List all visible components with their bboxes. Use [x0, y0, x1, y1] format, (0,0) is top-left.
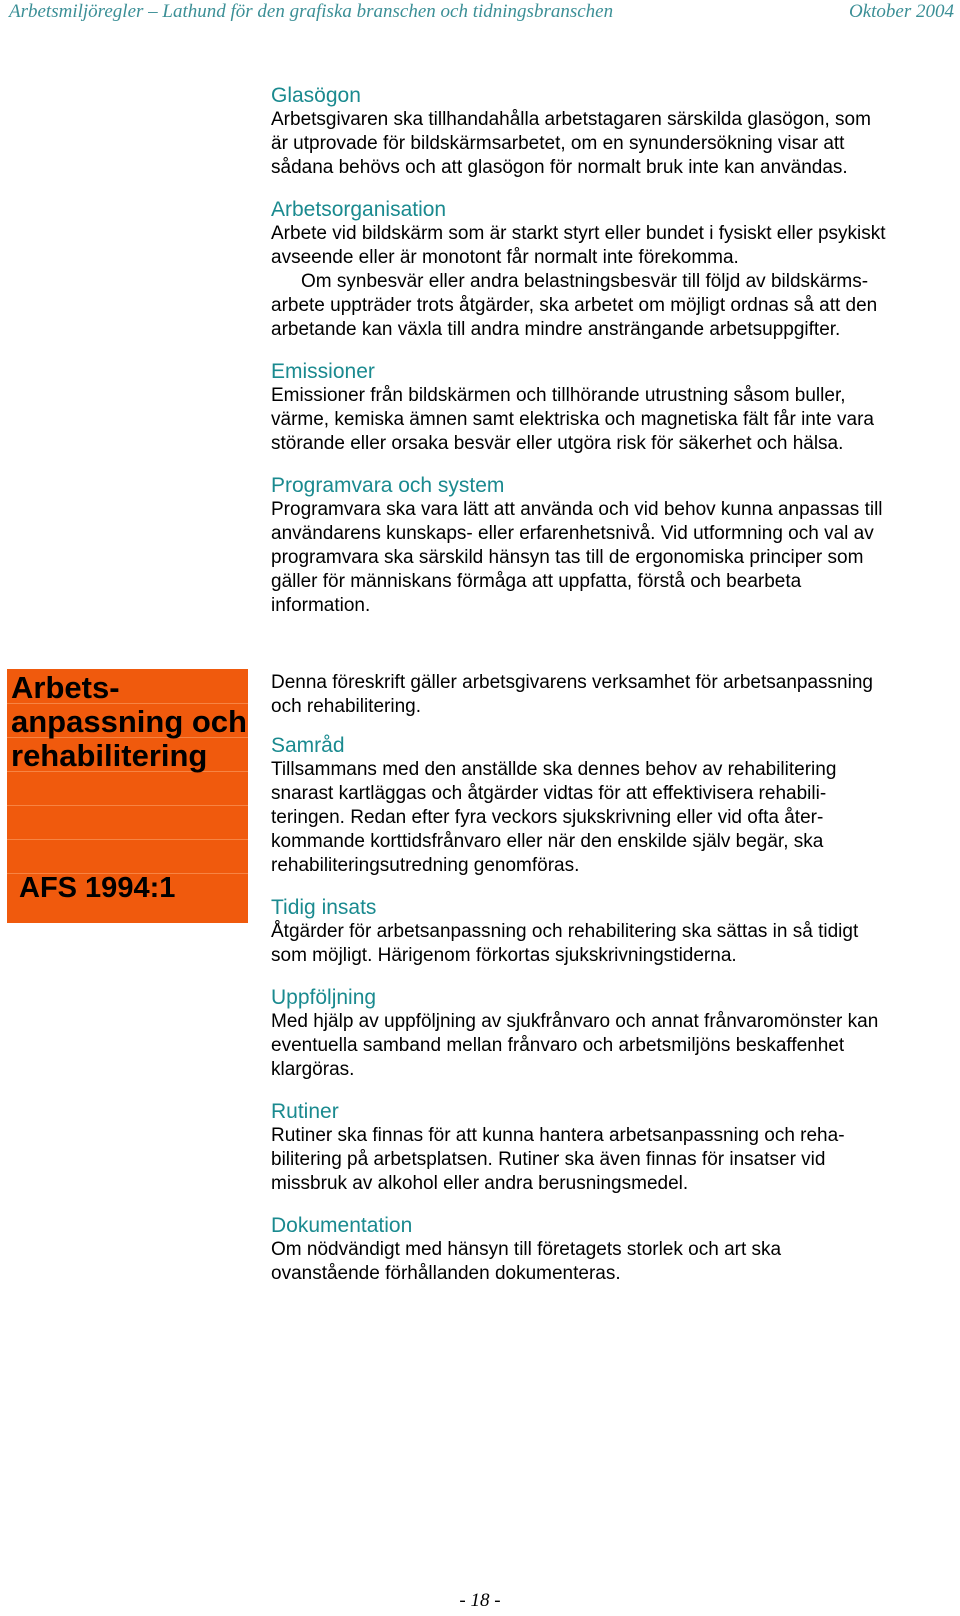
section-emissioner	[271, 360, 951, 456]
text-line: är utprovade för bildskärmsarbetet, om en synundersökning visar att	[271, 133, 845, 154]
text-line: Denna föreskrift gäller arbetsgivarens verksamhet för arbetsanpassning	[271, 672, 873, 693]
section-dokumentation	[271, 1214, 951, 1286]
section-heading: Rutiner	[271, 1100, 339, 1123]
text-line: Arbetsgivaren ska tillhandahålla arbetstagaren särskilda glasögon, som	[271, 109, 871, 130]
section-rutiner	[271, 1100, 951, 1196]
text-line: kommande korttidsfrånvaro eller när den enskilde själv begär, ska	[271, 831, 824, 852]
text-line: som möjligt. Härigenom förkortas sjukskrivningstiderna.	[271, 945, 737, 966]
text-line: Åtgärder för arbetsanpassning och rehabilitering ska sättas in så tidigt	[271, 921, 859, 942]
section-glasogon	[271, 84, 951, 180]
text-line: ovanstående förhållanden dokumenteras.	[271, 1263, 621, 1284]
section-heading: Dokumentation	[271, 1214, 413, 1237]
section-heading: Programvara och system	[271, 474, 505, 497]
text-line: Arbete vid bildskärm som är starkt styrt eller bundet i fysiskt eller psykiskt	[271, 223, 886, 244]
sidebox-afs-code: AFS 1994:1	[19, 872, 176, 904]
text-line: Rutiner ska finnas för att kunna hantera arbetsanpassning och reha-	[271, 1125, 845, 1146]
text-line: missbruk av alkohol eller andra berusningsmedel.	[271, 1173, 689, 1194]
header-title: Arbetsmiljöregler – Lathund för den grafiska branschen och tidningsbranschen	[9, 1, 614, 22]
text-line: information.	[271, 595, 371, 616]
section-heading: Samråd	[271, 734, 345, 757]
page-number: - 18 -	[459, 1590, 501, 1611]
sidebox-title-line: anpassning och	[11, 704, 247, 739]
text-line: arbetande kan växla till andra mindre ansträngande arbetsuppgifter.	[271, 319, 841, 340]
text-line: avseende eller är monotont får normalt inte förekomma.	[271, 247, 739, 268]
regulation-sidebox	[7, 669, 248, 923]
section-heading: Glasögon	[271, 84, 361, 107]
header-date: Oktober 2004	[848, 1, 954, 22]
text-line: värme, kemiska ämnen samt elektriska och magnetiska fält får inte vara	[271, 409, 874, 430]
page-header	[9, 0, 954, 26]
sidebox-title	[11, 671, 247, 773]
text-line: bilitering på arbetsplatsen. Rutiner ska även finnas för insatser vid	[271, 1149, 826, 1170]
text-line: snarast kartläggas och åtgärder vidtas för att effektivisera rehabili-	[271, 783, 827, 804]
text-line: gäller för människans förmåga att uppfatta, förstå och bearbeta	[271, 571, 802, 592]
section-programvara	[271, 474, 951, 618]
text-line: Programvara ska vara lätt att använda och vid behov kunna anpassas till	[271, 499, 883, 520]
section-heading: Tidig insats	[271, 896, 377, 919]
section-samrad	[271, 734, 951, 878]
section-heading: Uppföljning	[271, 986, 377, 1009]
text-line: Om synbesvär eller andra belastningsbesvär till följd av bildskärms-	[301, 271, 869, 292]
section-tidig-insats	[271, 896, 951, 968]
text-line: programvara ska särskild hänsyn tas till de ergonomiska principer som	[271, 547, 864, 568]
text-line: störande eller orsaka besvär eller utgöra risk för säkerhet och hälsa.	[271, 433, 844, 454]
section-heading: Arbetsorganisation	[271, 198, 447, 221]
sidebox-title-line: rehabilitering	[11, 738, 208, 773]
text-line: Om nödvändigt med hänsyn till företagets storlek och art ska	[271, 1239, 782, 1260]
section-heading: Emissioner	[271, 360, 375, 383]
section-arbetsorganisation	[271, 198, 951, 342]
text-line: rehabiliteringsutredning genomföras.	[271, 855, 580, 876]
divider	[7, 839, 248, 840]
text-line: Emissioner från bildskärmen och tillhörande utrustning såsom buller,	[271, 385, 846, 406]
text-line: och rehabilitering.	[271, 696, 421, 717]
sidebox-title-line: Arbets-	[11, 670, 120, 705]
text-line: arbete uppträder trots åtgärder, ska arbetet om möjligt ordnas så att den	[271, 295, 878, 316]
section-intro	[271, 671, 951, 719]
text-line: eventuella samband mellan frånvaro och arbetsmiljöns beskaffenhet	[271, 1035, 845, 1056]
section-uppfoljning	[271, 986, 951, 1082]
text-line: Med hjälp av uppföljning av sjukfrånvaro och annat frånvaromönster kan	[271, 1011, 879, 1032]
text-line: klargöras.	[271, 1059, 355, 1080]
text-line: sådana behövs och att glasögon för normalt bruk inte kan användas.	[271, 157, 848, 178]
text-line: teringen. Redan efter fyra veckors sjukskrivning eller vid ofta åter-	[271, 807, 824, 828]
text-line: användarens kunskaps- eller erfarenhetsnivå. Vid utformning och val av	[271, 523, 874, 544]
text-line: Tillsammans med den anställde ska dennes behov av rehabilitering	[271, 759, 837, 780]
divider	[7, 805, 248, 806]
